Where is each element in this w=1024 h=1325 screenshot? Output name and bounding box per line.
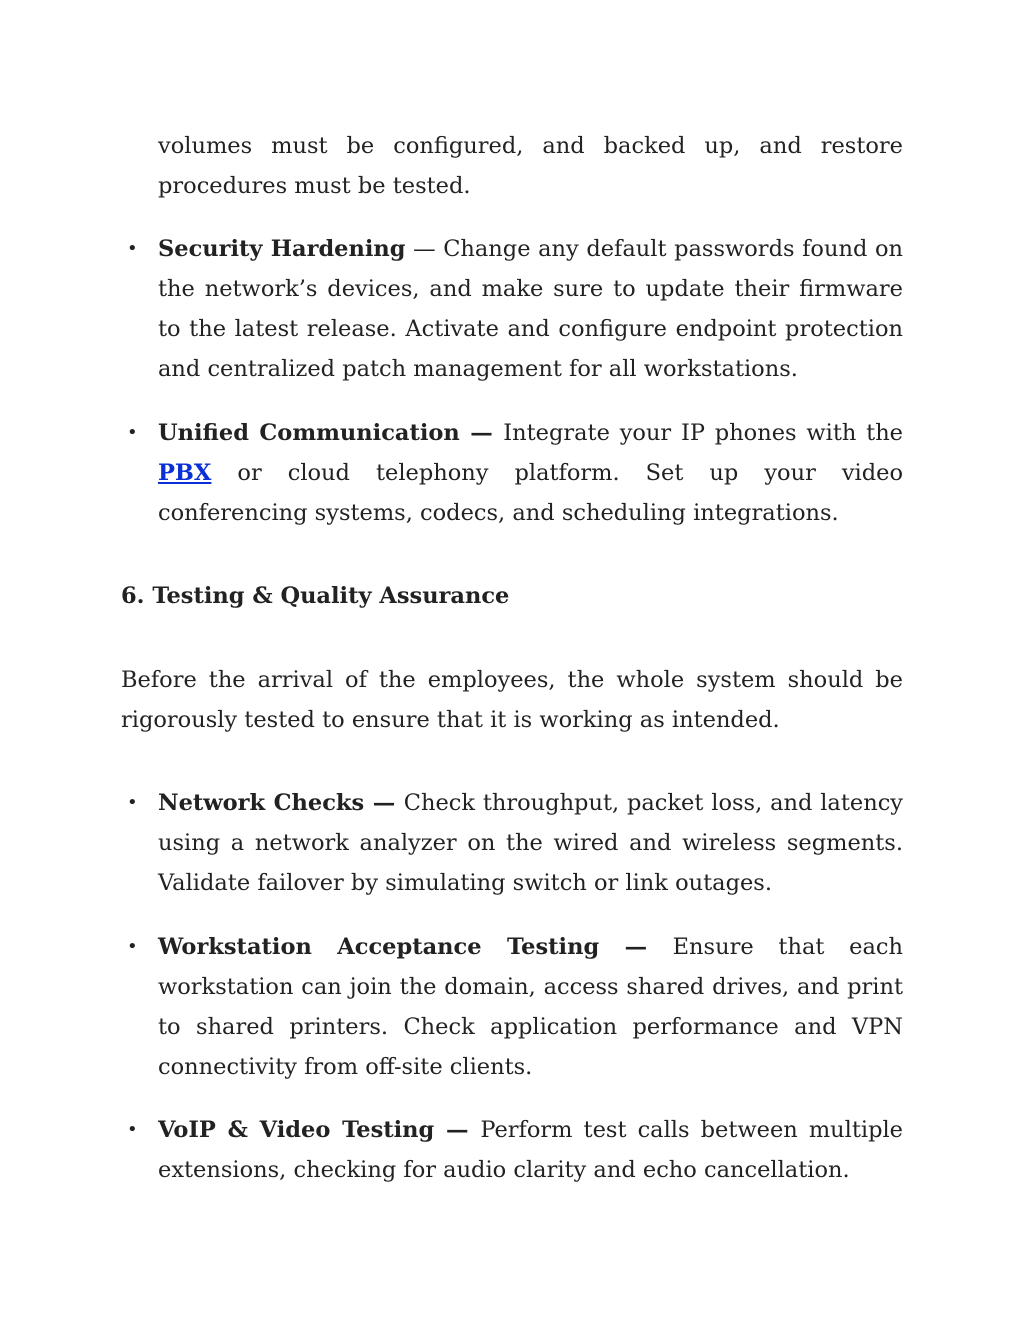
list-item-title: Unified Communication	[158, 420, 460, 446]
list-item-text: Ensure that each workstation can join the domain, access shared drives, and print to shared printers. Check application performance and VPN connectivity from off-site clients.	[158, 934, 903, 1080]
intro-paragraph: Before the arrival of the employees, the whole system should be rigorously tested to ensure that it is working as intended.	[121, 667, 903, 733]
list-item-unified-communication	[158, 413, 903, 533]
bullet-icon: •	[127, 1119, 138, 1140]
em-dash: —	[364, 790, 404, 816]
em-dash: —	[434, 1117, 481, 1143]
list-item-title: VoIP & Video Testing	[158, 1117, 435, 1143]
bullet-icon: •	[127, 792, 138, 813]
list-item-text: Perform test calls between multiple extensions, checking for audio clarity and echo cancellation.	[158, 1117, 903, 1183]
list-item-title: Security Hardening	[158, 236, 406, 262]
list-item-text: Integrate your IP phones with the	[503, 420, 903, 446]
list-item-text: or cloud telephony platform. Set up your video conferencing systems, codecs, and scheduling integrations.	[158, 460, 903, 526]
list-item-title: Workstation Acceptance Testing	[158, 934, 600, 960]
list-item-network-checks	[158, 783, 903, 903]
list-item-text: Change any default passwords found on the network’s devices, and make sure to update their firmware to the latest release. Activate and configure endpoint protection and centralized patch management for all workstations.	[158, 236, 903, 382]
list-item-voip-video-testing	[158, 1110, 903, 1190]
list-item-workstation-acceptance-testing	[158, 927, 903, 1087]
list-item-security-hardening	[158, 229, 903, 389]
section-heading: 6. Testing & Quality Assurance	[121, 583, 510, 609]
em-dash: —	[599, 934, 673, 960]
pbx-link[interactable]: PBX	[158, 460, 212, 486]
bullet-icon: •	[127, 422, 138, 443]
em-dash: —	[405, 236, 444, 262]
bullet-icon: •	[127, 936, 138, 957]
list-item-text: Check throughput, packet loss, and latency using a network analyzer on the wired and wireless segments. Validate failover by simulating switch or link outages.	[158, 790, 904, 896]
bullet-icon: •	[127, 238, 138, 259]
em-dash: —	[459, 420, 504, 446]
list-item-title: Network Checks	[158, 790, 365, 816]
continuation-paragraph: volumes must be configured, and backed up, and restore procedures must be tested.	[158, 133, 903, 199]
